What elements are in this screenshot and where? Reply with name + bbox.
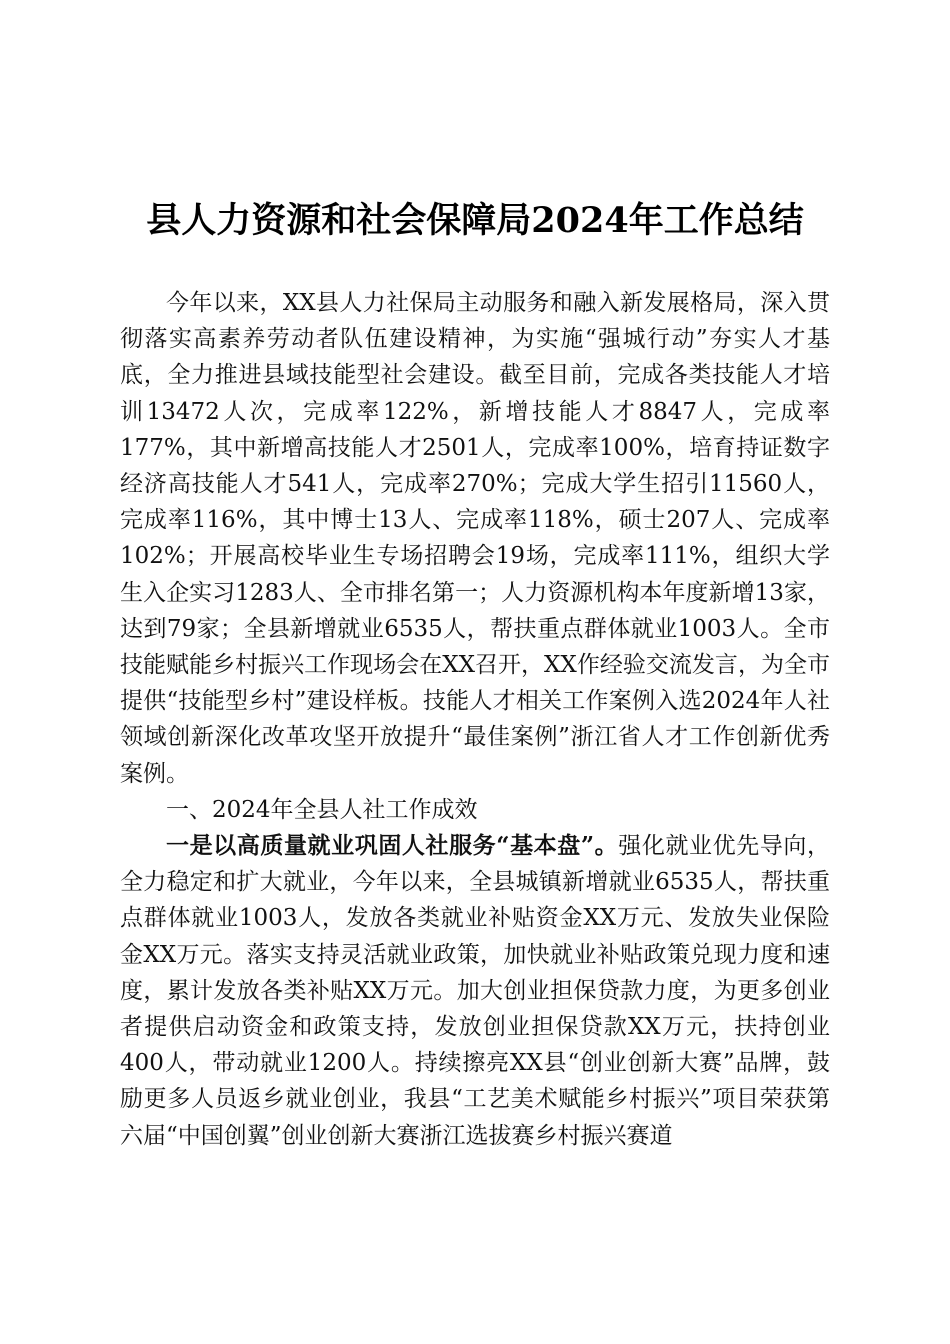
intro-paragraph: 今年以来，XX县人力社保局主动服务和融入新发展格局，深入贯彻落实高素养劳动者队伍建设精神，为实施“强城行动”夯实人才基底，全力推进县域技能型社会建设。截至目前，完成各类技能人才培训13472人次，完成率122%，新增技能人才8847人，完成率177%，其中新增高技能人才2501人，完成率100%，培育持证数字经济高技能人才541人，完成率270%；完成大学生招引11560人，完成率116%，其中博士13人、完成率118%，硕士207人、完成率102%；开展高校毕业生专场招聘会19场，完成率111%，组织大学生入企实习1283人、全市排名第一；人力资源机构本年度新增13家，达到79家；全县新增就业6535人，帮扶重点群体就业1003人。全市技能赋能乡村振兴工作现场会在XX召开，XX作经验交流发言，为全市提供“技能型乡村”建设样板。技能人才相关工作案例入选2024年人社领域创新深化改革攻坚开放提升“最佳案例”浙江省人才工作创新优秀案例。 <box>120 290 830 787</box>
document-body <box>120 285 830 1154</box>
section-lead: 一是以高质量就业巩固人社服务“基本盘”。 <box>166 832 619 860</box>
section-paragraph <box>120 828 830 1154</box>
document-title: 县人力资源和社会保障局2024年工作总结 <box>146 200 804 241</box>
section-text: 强化就业优先导向，全力稳定和扩大就业，今年以来，全县城镇新增就业6535人，帮扶重点群体就业1003人，发放各类就业补贴资金XX万元、发放失业保险金XX万元。落实支持灵活就业政策，加快就业补贴政策兑现力度和速度，累计发放各类补贴XX万元。加大创业担保贷款力度，为更多创业者提供启动资金和政策支持，发放创业担保贷款XX万元，扶持创业400人，带动就业1200人。持续擦亮XX县“创业创新大赛”品牌，鼓励更多人员返乡就业创业，我县“工艺美术赋能乡村振兴”项目荣获第六届“中国创翼”创业创新大赛浙江选拔赛乡村振兴赛道 <box>120 833 831 1149</box>
section-heading: 一、2024年全县人社工作成效 <box>166 796 478 823</box>
